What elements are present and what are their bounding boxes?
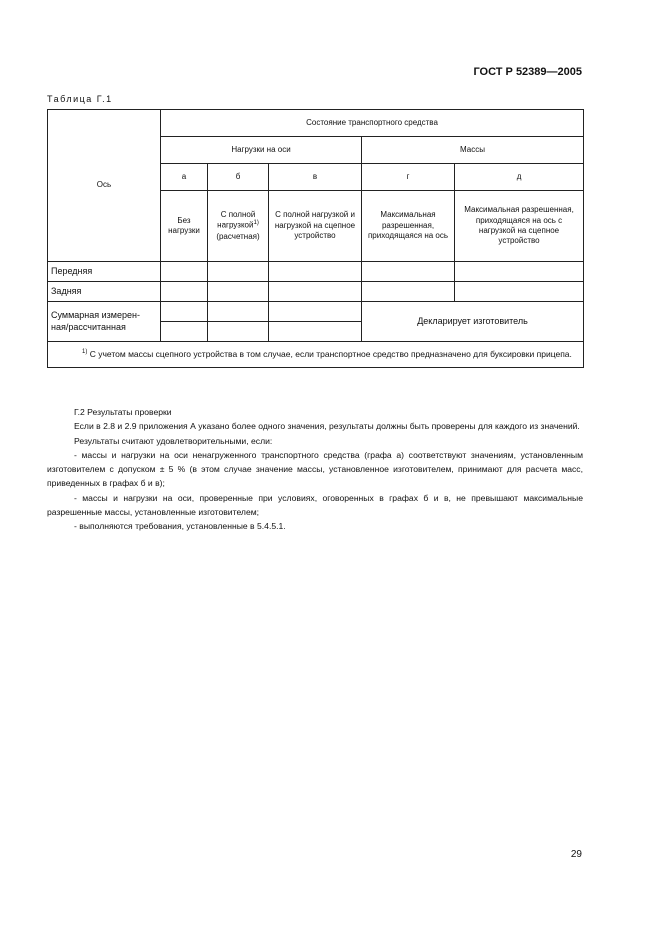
page-number: 29	[570, 849, 582, 860]
table-caption: Таблица Г.1	[47, 94, 113, 104]
table-cell	[208, 302, 269, 322]
list-item: - выполняются требования, установленные в 5.4.5.1.	[74, 521, 286, 532]
row-label-rear: Задняя	[48, 282, 161, 302]
document-number: ГОСТ Р 52389—2005	[473, 66, 582, 78]
axis-header: Ось	[48, 110, 161, 262]
table-cell	[208, 262, 269, 282]
table-cell	[161, 262, 208, 282]
state-header: Состояние транспортного средства	[161, 110, 584, 137]
table-cell	[362, 262, 455, 282]
table-cell	[161, 282, 208, 302]
table-footnote	[48, 342, 584, 368]
table-cell	[161, 322, 208, 342]
table-cell	[161, 302, 208, 322]
axle-load-table	[47, 109, 584, 368]
footnote-marker: 1)	[253, 220, 259, 227]
paragraph: Если в 2.8 и 2.9 приложения А указано более одного значения, результаты должны быть проверены для каждого из значений.	[74, 421, 580, 432]
masses-group-header: Массы	[362, 137, 584, 164]
table-cell	[208, 282, 269, 302]
row-label-total: Суммарная измерен-ная/рассчитанная	[48, 302, 161, 342]
footnote-text: С учетом массы сцепного устройства в том случае, если транспортное средство предназначено для буксировки прицепа.	[89, 349, 572, 359]
table-cell	[208, 322, 269, 342]
col-letter-a: а	[161, 164, 208, 191]
footnote-number: 1)	[82, 349, 88, 356]
paragraph: Результаты считают удовлетворительными, если:	[74, 435, 273, 446]
col-desc-b	[208, 191, 269, 262]
declared-by-manufacturer: Декларирует изготовитель	[362, 302, 584, 342]
loads-group-header: Нагрузки на оси	[161, 137, 362, 164]
results-section	[47, 405, 583, 534]
section-heading: Г.2 Результаты проверки	[74, 407, 172, 417]
table-cell	[455, 282, 584, 302]
table-cell	[269, 322, 362, 342]
list-item: - массы и нагрузки на оси, проверенные при условиях, оговоренных в графах б и в, не превышают максимальные разрешенные массы, установленные изготовителем;	[47, 492, 583, 518]
col-desc-b-text: С полной нагрузкой	[217, 210, 256, 231]
col-desc-v: С полной нагрузкой и нагрузкой на сцепное устройство	[269, 191, 362, 262]
table-cell	[455, 262, 584, 282]
col-desc-g: Максимальная разрешенная, приходящаяся на ось	[362, 191, 455, 262]
table-cell	[362, 282, 455, 302]
row-label-front: Передняя	[48, 262, 161, 282]
col-desc-b-note: (расчетная)	[216, 231, 260, 241]
col-desc-a: Без нагрузки	[161, 191, 208, 262]
table-cell	[269, 282, 362, 302]
col-desc-d: Максимальная разрешенная, приходящаяся на ось с нагрузкой на сцепное устройство	[455, 191, 584, 262]
col-letter-b: б	[208, 164, 269, 191]
table-cell	[269, 262, 362, 282]
col-letter-v: в	[269, 164, 362, 191]
col-letter-g: г	[362, 164, 455, 191]
table-cell	[269, 302, 362, 322]
col-letter-d: д	[455, 164, 584, 191]
list-item: - массы и нагрузки на оси ненагруженного транспортного средства (графа а) соответствуют значениям, установленным изготовителем с допуском ± 5 % (в этом случае значение массы, установленное изготовителем, принимают для расчета масс, приведенных в графах б и в);	[47, 449, 583, 489]
